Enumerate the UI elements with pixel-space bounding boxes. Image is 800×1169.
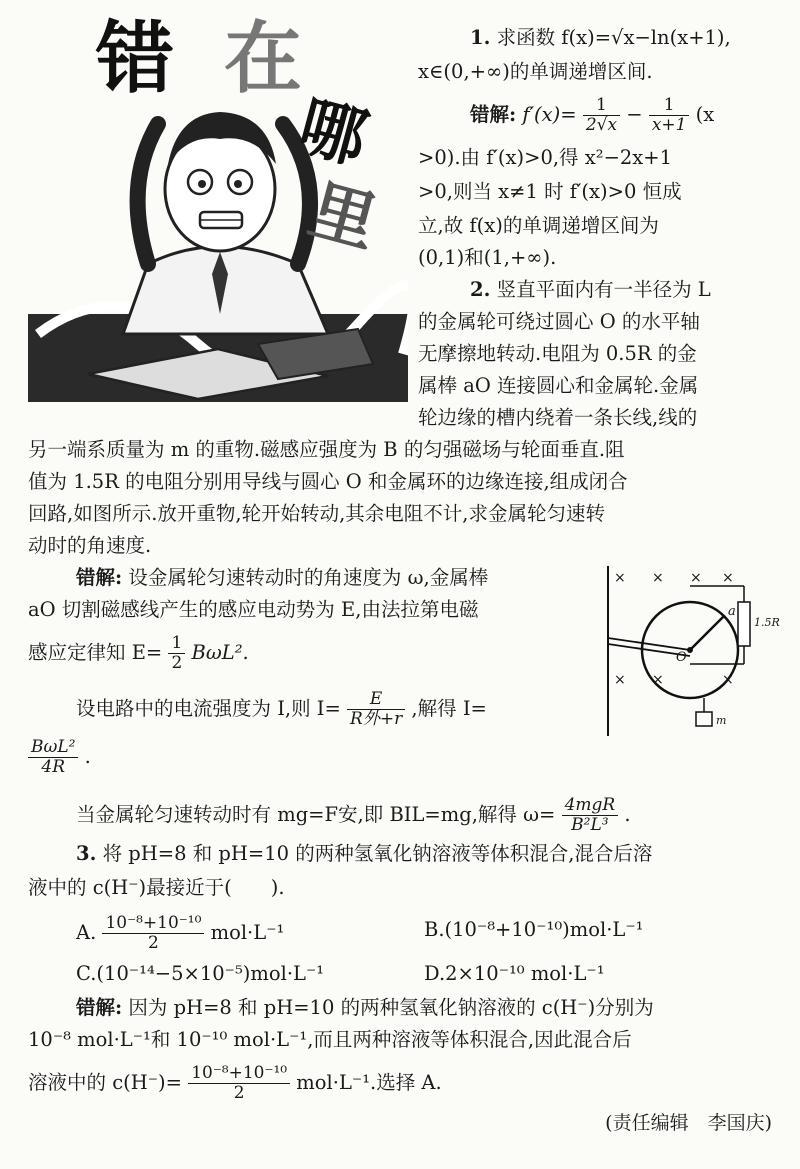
q2-fig-cross-1: × — [614, 570, 626, 586]
q2-result-den: 4R — [41, 757, 66, 777]
q2-fig-cross-2: × — [652, 570, 664, 586]
q2-fig-cross-7: × — [722, 672, 734, 688]
q2-fig-cross-6: × — [652, 672, 664, 688]
q1-derivative: f′(x)= — [522, 103, 577, 126]
q3-error-line-1 — [76, 992, 654, 1024]
q2-emf-num: 1 — [168, 634, 185, 654]
q3-option-a — [76, 914, 284, 953]
q2-omega-pre: 当金属轮匀速转动时有 mg=F安,即 BIL=mg,解得 ω= — [76, 803, 556, 826]
q2-emf-pre: 感应定律知 E= — [28, 641, 163, 664]
q2-emf-fraction — [168, 634, 185, 673]
q2-fig-label-O: O — [676, 650, 687, 665]
editor-credit: (责任编辑 李国庆) — [605, 1112, 772, 1134]
q3-option-a-unit: mol·L⁻¹ — [210, 921, 285, 944]
q2-current-fraction — [347, 690, 405, 729]
q1-minus: − — [626, 103, 643, 126]
q2-result-post: . — [84, 745, 91, 768]
q2-error-line-4 — [76, 690, 487, 729]
q1-line-3 — [470, 96, 714, 135]
q1-line-4: >0).由 f′(x)>0,得 x²−2x+1 — [418, 146, 673, 169]
q2-fig-label-m: m — [716, 714, 727, 727]
q3-option-a-den: 2 — [148, 933, 159, 953]
q2-current-num: E — [347, 690, 405, 710]
q3-error-label: 错解: — [76, 996, 123, 1019]
cartoon-title-char-2: 在 — [224, 14, 303, 104]
q2-line-1 — [470, 274, 711, 306]
q3-option-a-letter: A. — [76, 921, 97, 944]
q1-error-label: 错解: — [470, 103, 517, 126]
q2-current-den: R外+r — [350, 709, 403, 729]
q2-circuit-figure — [604, 566, 788, 746]
q3-error-post: mol·L⁻¹.选择 A. — [296, 1071, 442, 1094]
q3-option-c: C.(10⁻¹⁴−5×10⁻⁵)mol·L⁻¹ — [76, 962, 325, 985]
q1-line-6: 立,故 f(x)的单调递增区间为 — [418, 214, 659, 237]
q2-error-line-3 — [28, 634, 249, 673]
q2-line-6: 另一端系质量为 m 的重物.磁感应强度为 B 的匀强磁场与轮面垂直.阻 — [28, 438, 625, 461]
q2-fig-cross-4: × — [722, 570, 734, 586]
q2-omega-fraction — [562, 796, 619, 835]
q2-current-post: ,解得 I= — [411, 697, 487, 720]
q2-line-7: 值为 1.5R 的电阻分别用导线与圆心 O 和金属环的边缘连接,组成闭合 — [28, 470, 628, 493]
q2-fig-cross-5: × — [614, 672, 626, 688]
q1-fraction-2 — [649, 96, 690, 135]
q3-error-line-3 — [28, 1064, 442, 1103]
q3-option-d: D.2×10⁻¹⁰ mol·L⁻¹ — [424, 962, 605, 985]
q2-fig-cross-3: × — [690, 570, 702, 586]
q2-line-9: 动时的角速度. — [28, 534, 152, 557]
q2-circuit-svg — [604, 566, 788, 746]
cartoon-title-char-1: 错 — [96, 14, 175, 104]
q2-omega-den: B²L³ — [571, 815, 609, 835]
q3-error-den: 2 — [233, 1083, 245, 1103]
q1-fraction-2-den: x+1 — [651, 115, 687, 135]
q1-number: 1. — [470, 26, 491, 49]
cartoon-illustration — [28, 14, 408, 402]
q3-option-a-fraction — [102, 914, 204, 953]
q1-fraction-1-den: 2√x — [585, 115, 618, 135]
q2-emf-post: BωL². — [191, 641, 249, 664]
q2-fig-label-a: a — [728, 604, 736, 619]
q2-omega-post: . — [624, 803, 631, 826]
q3-error-pre: 溶液中的 c(H⁻)= — [28, 1071, 182, 1094]
q2-error-line-5 — [28, 738, 91, 777]
q1-line-5: >0,则当 x≠1 时 f′(x)>0 恒成 — [418, 180, 682, 203]
q3-line-2: 液中的 c(H⁻)最接近于( ). — [28, 876, 285, 899]
q2-emf-den: 2 — [171, 653, 183, 673]
cartoon-title-char-3: 哪 — [291, 86, 375, 179]
q3-line-1 — [76, 838, 652, 870]
q3-error-fraction — [188, 1064, 290, 1103]
q1-fraction-1-num: 1 — [583, 96, 620, 116]
q2-line-4: 属棒 aO 连接圆心和金属轮.金属 — [418, 374, 699, 397]
q2-error-line-2: aO 切割磁感线产生的感应电动势为 E,由法拉第电磁 — [28, 598, 479, 621]
q1-fraction-1 — [583, 96, 620, 135]
q2-text-1: 竖直平面内有一半径为 L — [496, 278, 711, 301]
q3-error-text-1: 因为 pH=8 和 pH=10 的两种氢氧化钠溶液的 c(H⁻)分别为 — [128, 996, 654, 1019]
q3-option-a-num: 10⁻⁸+10⁻¹⁰ — [102, 914, 204, 934]
q1-text-1: 求函数 f(x)=√x−ln(x+1), — [496, 26, 731, 49]
q2-result-num: BωL² — [28, 738, 78, 758]
q2-line-8: 回路,如图所示.放开重物,轮开始转动,其余电阻不计,求金属轮匀速转 — [28, 502, 605, 525]
q2-line-3: 无摩擦地转动.电阻为 0.5R 的金 — [418, 342, 697, 365]
q3-number: 3. — [76, 842, 97, 865]
q1-line-2: x∈(0,+∞)的单调递增区间. — [418, 60, 653, 83]
q2-error-text-1: 设金属轮匀速转动时的角速度为 ω,金属棒 — [128, 566, 489, 589]
q3-option-b: B.(10⁻⁸+10⁻¹⁰)mol·L⁻¹ — [424, 918, 644, 941]
q2-result-fraction — [28, 738, 78, 777]
q2-current-pre: 设电路中的电流强度为 I,则 I= — [76, 697, 341, 720]
q1-line-7: (0,1)和(1,+∞). — [418, 246, 557, 269]
q2-omega-num: 4mgR — [562, 796, 619, 816]
q2-line-2: 的金属轮可绕过圆心 O 的水平轴 — [418, 310, 700, 333]
q3-text-1: 将 pH=8 和 pH=10 的两种氢氧化钠溶液等体积混合,混合后溶 — [102, 842, 653, 865]
q1-line-1 — [470, 22, 731, 54]
q1-condition: (x — [695, 103, 715, 126]
q3-error-line-2: 10⁻⁸ mol·L⁻¹和 10⁻¹⁰ mol·L⁻¹,而且两种溶液等体积混合,因此混合后 — [28, 1028, 632, 1051]
q2-fig-label-R: 1.5R — [754, 616, 780, 629]
q1-fraction-2-num: 1 — [649, 96, 690, 116]
q2-number: 2. — [470, 278, 491, 301]
q2-error-label: 错解: — [76, 566, 123, 589]
q3-error-num: 10⁻⁸+10⁻¹⁰ — [188, 1064, 290, 1084]
q2-error-line-6 — [76, 796, 631, 835]
cartoon-title-char-4: 里 — [301, 170, 385, 263]
q2-error-line-1 — [76, 562, 488, 594]
q2-line-5: 轮边缘的槽内绕着一条长线,线的 — [418, 406, 698, 429]
